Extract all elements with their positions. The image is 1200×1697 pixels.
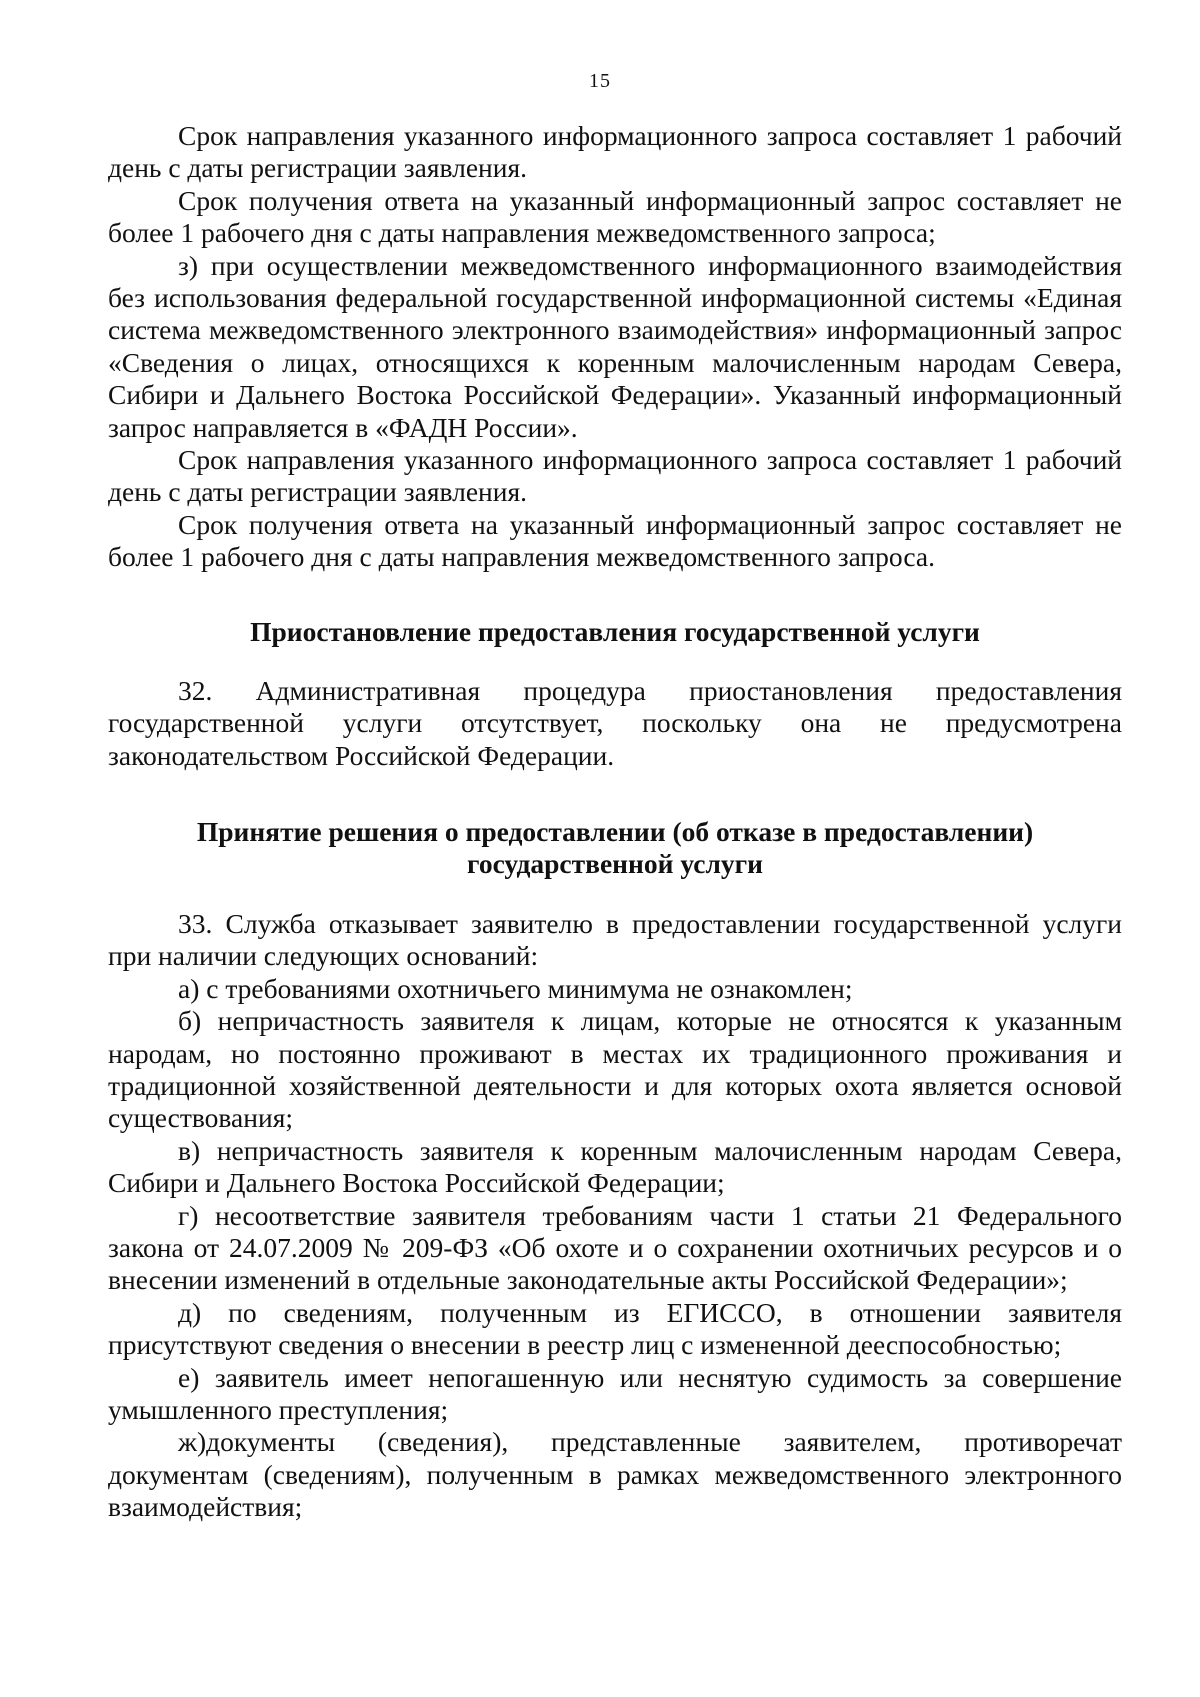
document-body	[108, 120, 1122, 1524]
list-item-a: а) с требованиями охотничьего минимума не ознакомлен;	[178, 972, 853, 1004]
paragraph-request-deadline: Срок направления указанного информационного запроса составляет 1 рабочий день с даты регистрации заявления.	[108, 120, 1122, 184]
paragraph-item-z: з) при осуществлении межведомственного информационного взаимодействия без использования федеральной государственной информационной системы «Единая система межведомственного электронного взаимодействия» информационный запрос «Сведения о лицах, относящихся к коренным малочисленным народам Севера, Сибири и Дальнего Востока Российской Федерации». Указанный информационный запрос направляется в «ФАДН России».	[108, 249, 1122, 443]
list-item-b: б) непричастность заявителя к лицам, которые не относятся к указанным народам, но постоянно проживают в местах их традиционного проживания и традиционной хозяйственной деятельности и для которых охота является основой существования;	[108, 1005, 1122, 1134]
paragraph-response-deadline: Срок получения ответа на указанный информационный запрос составляет не более 1 рабочего дня с даты направления межведомственного запроса;	[108, 184, 1122, 249]
list-item-e: е) заявитель имеет непогашенную или неснятую судимость за совершение умышленного преступления;	[108, 1361, 1122, 1425]
list-item-v: в) непричастность заявителя к коренным малочисленным народам Севера, Сибири и Дальнего Востока Российской Федерации;	[108, 1134, 1122, 1199]
paragraph-request-deadline-2: Срок направления указанного информационного запроса составляет 1 рабочий день с даты регистрации заявления.	[108, 444, 1122, 508]
paragraph-33: 33. Служба отказывает заявителю в предоставлении государственной услуги при наличии следующих оснований:	[108, 907, 1122, 972]
section-heading-decision-line-2: государственной услуги	[467, 847, 763, 879]
list-item-d: д) по сведениям, полученным из ЕГИССО, в отношении заявителя присутствуют сведения о внесении в реестр лиц с измененной дееспособностью;	[108, 1296, 1122, 1361]
paragraph-response-deadline-2: Срок получения ответа на указанный информационный запрос составляет не более 1 рабочего дня с даты направления межведомственного запроса.	[108, 508, 1122, 573]
section-heading-decision	[108, 816, 1122, 880]
paragraph-32: 32. Административная процедура приостановления предоставления государственной услуги отсутствует, поскольку она не предусмотрена законодательством Российской Федерации.	[108, 674, 1122, 771]
list-item-g: г) несоответствие заявителя требованиям части 1 статьи 21 Федерального закона от 24.07.2009 № 209-ФЗ «Об охоте и о сохранении охотничьих ресурсов и о внесении изменений в отдельные законодательные акты Российской Федерации»;	[108, 1199, 1122, 1296]
list-item-zh: ж)документы (сведения), представленные заявителем, противоречат документам (сведениям), полученным в рамках межведомственного электронного взаимодействия;	[108, 1426, 1122, 1523]
section-heading-decision-line-1: Принятие решения о предоставлении (об отказе в предоставлении)	[196, 815, 1034, 847]
page-number: 15	[589, 70, 611, 92]
section-heading-suspension: Приостановление предоставления государственной услуги	[250, 615, 980, 647]
